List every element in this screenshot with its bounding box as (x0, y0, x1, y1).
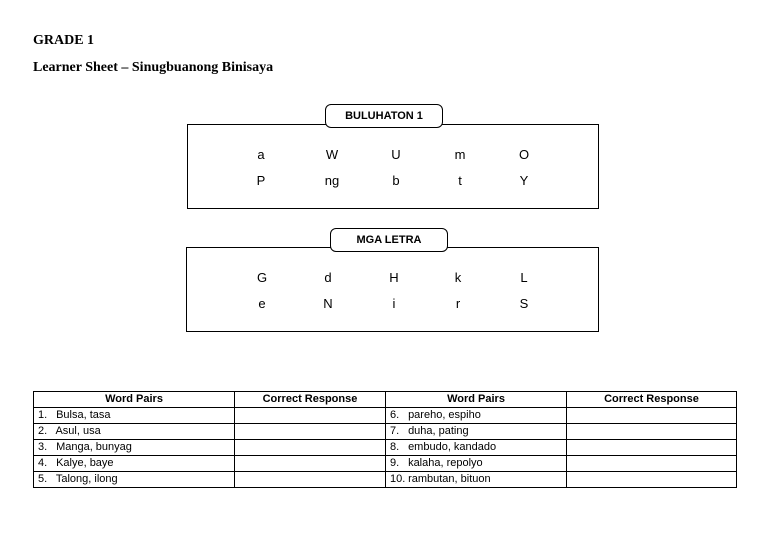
word-pair-text: pareho, espiho (408, 409, 481, 421)
word-pair-cell (386, 424, 567, 440)
letter-cell: O (518, 147, 530, 162)
letter-cell: a (257, 147, 265, 162)
word-pair-cell (34, 472, 235, 488)
word-pair-text: duha, pating (408, 425, 469, 437)
word-pair-cell (386, 456, 567, 472)
word-pair-cell (386, 440, 567, 456)
response-cell[interactable] (567, 424, 737, 440)
letter-box-mga-letra (186, 247, 599, 332)
word-pair-text: Manga, bunyag (56, 441, 132, 453)
item-number: 10. (390, 473, 406, 485)
table-row (34, 472, 737, 488)
word-pair-cell (34, 424, 235, 440)
letter-cell: e (258, 296, 266, 311)
response-cell[interactable] (235, 456, 386, 472)
letter-cell: m (454, 147, 466, 162)
word-pair-text: Talong, ilong (55, 473, 118, 485)
word-pair-text: Asul, usa (55, 425, 101, 437)
letter-box-buluhaton (187, 124, 599, 209)
word-pair-cell (34, 408, 235, 424)
item-number: 7. (390, 425, 400, 437)
header-word-pairs: Word Pairs (386, 392, 567, 408)
item-number: 9. (390, 457, 400, 469)
response-cell[interactable] (567, 440, 737, 456)
word-pair-text: kalaha, repolyo (408, 457, 483, 469)
item-number: 4. (38, 457, 48, 469)
word-pair-text: rambutan, bituon (408, 473, 491, 485)
grade-heading: GRADE 1 (33, 33, 95, 48)
letter-cell: r (455, 296, 461, 311)
response-cell[interactable] (567, 456, 737, 472)
response-cell[interactable] (567, 408, 737, 424)
word-pair-text: embudo, kandado (408, 441, 497, 453)
word-pair-cell (386, 472, 567, 488)
letter-cell: b (392, 173, 400, 188)
response-cell[interactable] (235, 408, 386, 424)
letter-cell: L (520, 270, 528, 285)
word-pairs-table (33, 391, 737, 488)
letter-cell: k (454, 270, 462, 285)
table-row (34, 424, 737, 440)
item-number: 6. (390, 409, 400, 421)
item-number: 5. (38, 473, 48, 485)
response-cell[interactable] (567, 472, 737, 488)
letter-cell: N (323, 296, 333, 311)
header-word-pairs: Word Pairs (34, 392, 235, 408)
letter-cell: ng (324, 173, 340, 188)
sheet-title: Learner Sheet – Sinugbuanong Binisaya (33, 60, 274, 75)
box-label-mga-letra: MGA LETRA (330, 228, 448, 252)
item-number: 2. (38, 425, 48, 437)
table-row (34, 456, 737, 472)
letter-cell: W (325, 147, 339, 162)
letter-cell: H (389, 270, 399, 285)
response-cell[interactable] (235, 472, 386, 488)
header-correct-response: Correct Response (567, 392, 737, 408)
table-header-row (34, 392, 737, 408)
word-pair-cell (386, 408, 567, 424)
box-label-buluhaton: BULUHATON 1 (325, 104, 443, 128)
letter-cell: d (324, 270, 332, 285)
letter-cell: Y (519, 173, 529, 188)
word-pair-text: Kalye, baye (56, 457, 114, 469)
letter-cell: S (519, 296, 529, 311)
letter-cell: U (391, 147, 401, 162)
response-cell[interactable] (235, 440, 386, 456)
letter-cell: G (256, 270, 268, 285)
item-number: 8. (390, 441, 400, 453)
table-row (34, 408, 737, 424)
word-pair-cell (34, 440, 235, 456)
item-number: 1. (38, 409, 48, 421)
letter-cell: i (392, 296, 396, 311)
response-cell[interactable] (235, 424, 386, 440)
letter-cell: P (256, 173, 266, 188)
word-pair-text: Bulsa, tasa (56, 409, 111, 421)
word-pair-cell (34, 456, 235, 472)
table-row (34, 440, 737, 456)
header-correct-response: Correct Response (235, 392, 386, 408)
item-number: 3. (38, 441, 48, 453)
letter-cell: t (458, 173, 462, 188)
